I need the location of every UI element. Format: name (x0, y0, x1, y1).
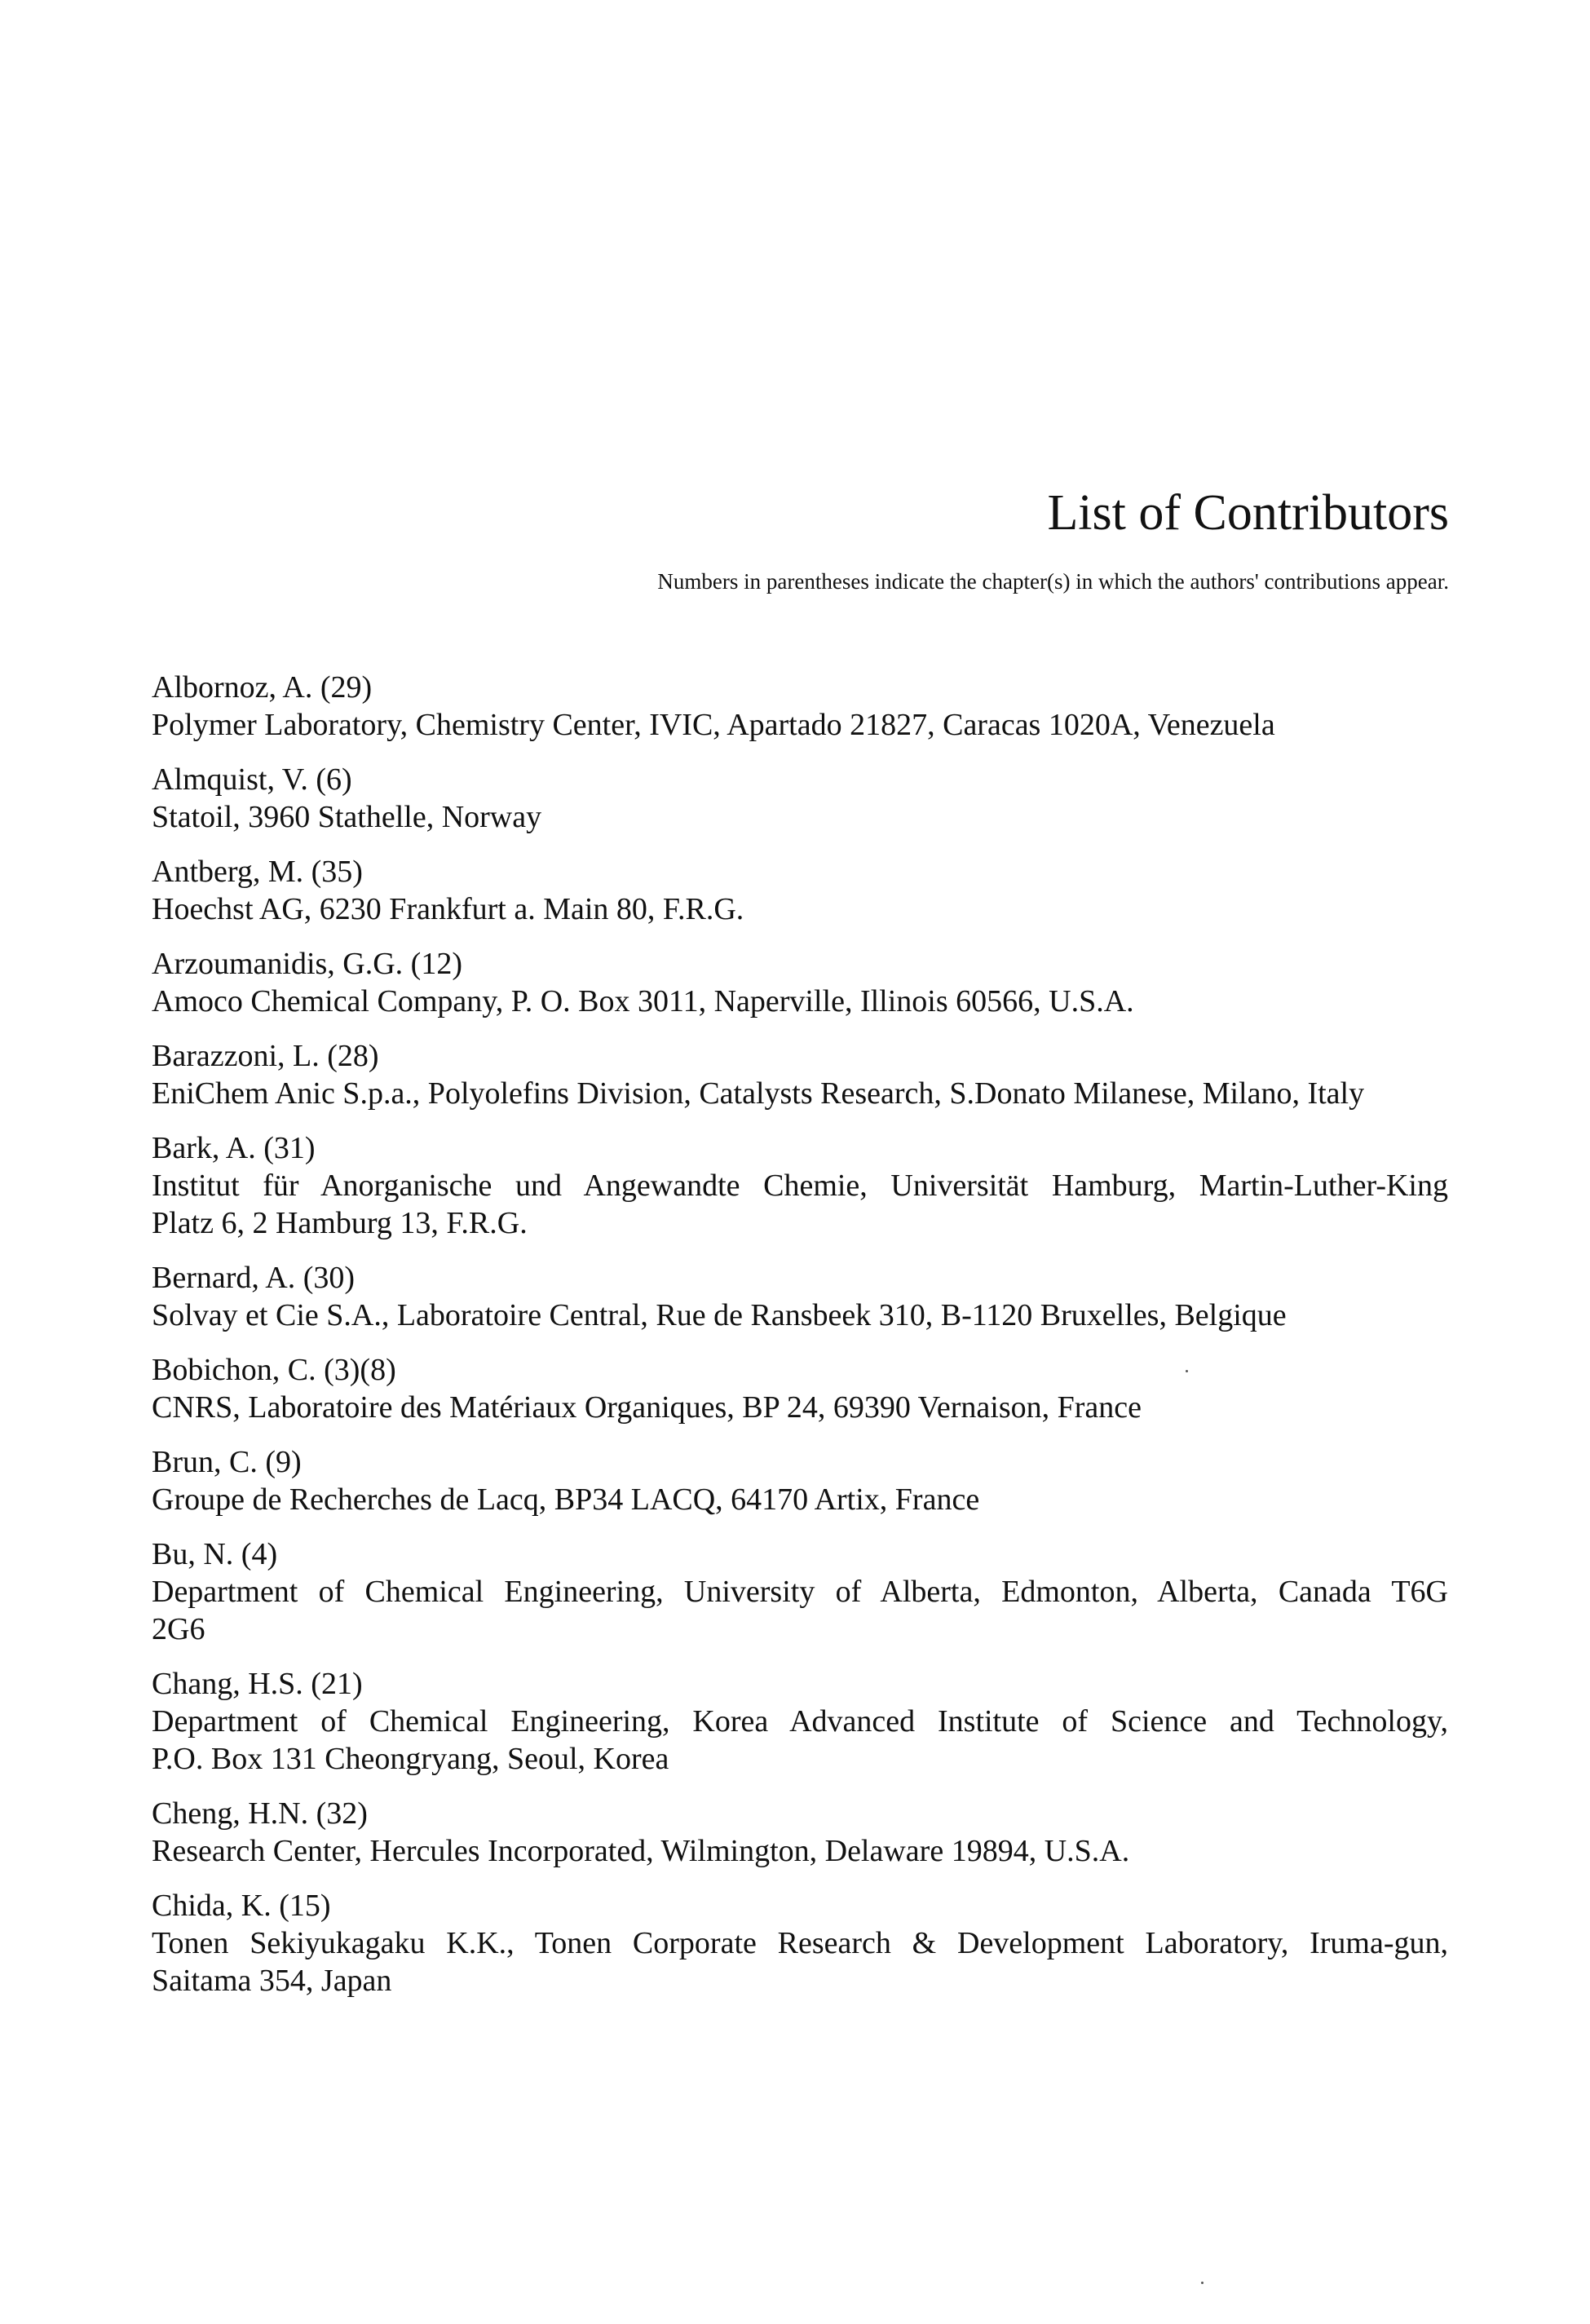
contributor-name: Bernard, A. (30) (152, 1261, 356, 1295)
contributor-entry (152, 1259, 1448, 1334)
contributor-affiliation: CNRS, Laboratoire des Matériaux Organiques, BP 24, 69390 Vernaison, France (152, 1390, 1142, 1425)
contributor-affiliation: Department of Chemical Engineering, University of Alberta, Edmonton, Alberta, Canada T6G (152, 1575, 1448, 1609)
contributor-name: Almquist, V. (6) (152, 762, 352, 797)
contributor-entry (152, 1665, 1448, 1778)
contributor-affiliation: EniChem Anic S.p.a., Polyolefins Division, Catalysts Research, S.Donato Milanese, Milano, Italy (152, 1076, 1365, 1111)
contributor-affiliation: Statoil, 3960 Stathelle, Norway (152, 800, 542, 834)
contributor-name: Arzoumanidis, G.G. (12) (152, 947, 462, 981)
contributor-affiliation-cont: 2G6 (152, 1612, 205, 1646)
contributor-entry (152, 945, 1448, 1020)
contributor-affiliation: Solvay et Cie S.A., Laboratoire Central, Rue de Ransbeek 310, B-1120 Bruxelles, Belgique (152, 1298, 1287, 1332)
contributor-entry (152, 761, 1448, 836)
contributor-entry (152, 1129, 1448, 1242)
contributor-name: Bu, N. (4) (152, 1537, 278, 1571)
contributor-list (152, 669, 1448, 2017)
contributor-entry (152, 1887, 1448, 1999)
contributor-affiliation: Amoco Chemical Company, P. O. Box 3011, Naperville, Illinois 60566, U.S.A. (152, 984, 1134, 1018)
contributor-affiliation-cont: Saitama 354, Japan (152, 1964, 392, 1998)
contributor-name: Chang, H.S. (21) (152, 1667, 363, 1701)
contributor-affiliation: Tonen Sekiyukagaku K.K., Tonen Corporate Research & Development Laboratory, Iruma-gun, (152, 1926, 1448, 1960)
scan-speck (1186, 1370, 1188, 1372)
contributor-affiliation: Research Center, Hercules Incorporated, Wilmington, Delaware 19894, U.S.A. (152, 1834, 1130, 1868)
chapter-note: Numbers in parentheses indicate the chapter(s) in which the authors' contributions appear. (657, 569, 1449, 594)
scan-speck (1201, 2282, 1204, 2284)
contributor-affiliation-cont: P.O. Box 131 Cheongryang, Seoul, Korea (152, 1742, 669, 1776)
contributor-name: Cheng, H.N. (32) (152, 1796, 368, 1831)
contributor-affiliation: Hoechst AG, 6230 Frankfurt a. Main 80, F.R.G. (152, 892, 744, 926)
contributor-entry (152, 1351, 1448, 1426)
contributor-name: Bark, A. (31) (152, 1131, 316, 1165)
contributor-entry (152, 1443, 1448, 1518)
contributor-name: Chida, K. (15) (152, 1889, 331, 1923)
contributor-name: Bobichon, C. (3)(8) (152, 1353, 396, 1387)
contributor-affiliation: Department of Chemical Engineering, Korea Advanced Institute of Science and Technology, (152, 1704, 1448, 1739)
contributor-entry (152, 1535, 1448, 1648)
contributor-name: Albornoz, A. (29) (152, 670, 373, 705)
contributor-affiliation: Groupe de Recherches de Lacq, BP34 LACQ, 64170 Artix, France (152, 1482, 980, 1517)
contributor-name: Antberg, M. (35) (152, 855, 363, 889)
contributor-entry (152, 1795, 1448, 1870)
contributor-name: Brun, C. (9) (152, 1445, 302, 1479)
contributor-entry (152, 1037, 1448, 1112)
contributor-affiliation: Institut für Anorganische und Angewandte Chemie, Universität Hamburg, Martin-Luther-King (152, 1169, 1448, 1203)
page-title: List of Contributors (1047, 485, 1449, 541)
contributor-affiliation-cont: Platz 6, 2 Hamburg 13, F.R.G. (152, 1206, 528, 1240)
contributor-entry (152, 669, 1448, 744)
contributor-name: Barazzoni, L. (28) (152, 1039, 379, 1073)
contributor-affiliation: Polymer Laboratory, Chemistry Center, IVIC, Apartado 21827, Caracas 1020A, Venezuela (152, 708, 1275, 742)
contributor-entry (152, 853, 1448, 928)
